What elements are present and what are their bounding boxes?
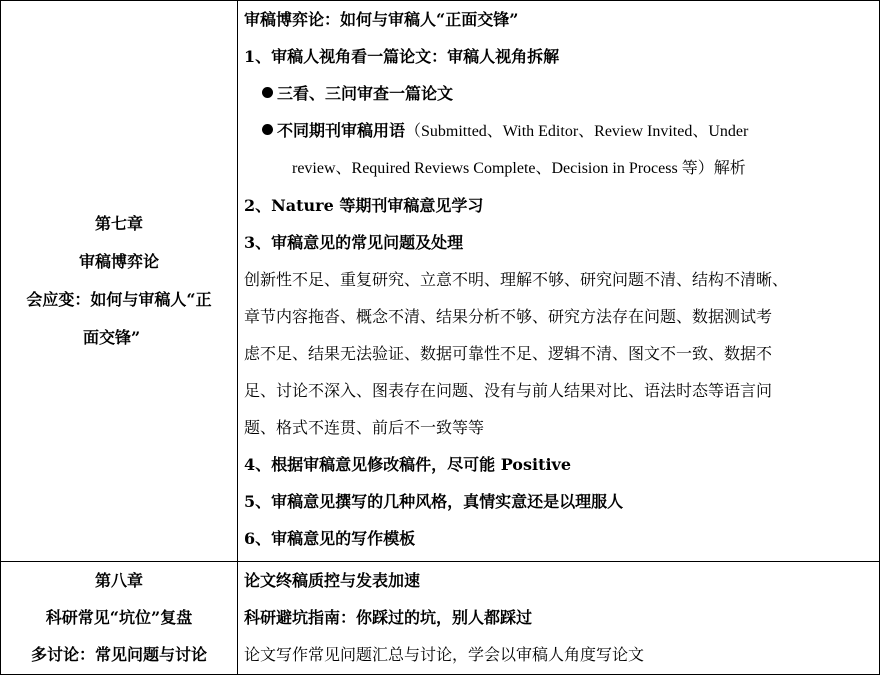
- chapter-7-item-3-line-1: 创新性不足、重复研究、立意不明、理解不够、研究问题不清、结构不清晰、: [244, 270, 789, 289]
- chapter-7-subtitle-line-2: 面交锋”: [83, 328, 141, 347]
- chapter-8-number: 第八章: [94, 571, 143, 590]
- chapter-7-bullet-1: [244, 75, 873, 112]
- chapter-7-name: 审稿博弈论: [78, 252, 159, 271]
- chapter-8-title-cell: [1, 562, 238, 675]
- chapter-7-subtitle-line-1: 会应变：如何与审稿人“正: [26, 290, 212, 309]
- chapter-7-number: 第七章: [94, 214, 143, 233]
- chapter-7-row: [1, 1, 880, 562]
- chapter-8-subheading: 科研避坑指南：你踩过的坑，别人都踩过: [244, 608, 533, 627]
- chapter-8-name: 科研常见“坑位”复盘: [45, 608, 193, 627]
- chapter-8-content-cell: [238, 562, 880, 675]
- chapter-7-item-3-line-4: 足、讨论不深入、图表存在问题、没有与前人结果对比、语法时态等语言问: [244, 381, 773, 400]
- chapter-7-bullet-1-text: 三看、三问审查一篇论文: [277, 84, 454, 103]
- chapter-7-item-3-line-5: 题、格式不连贯、前后不一致等等: [244, 418, 485, 437]
- chapter-7-item-3-line-2: 章节内容拖沓、概念不清、结果分析不够、研究方法存在问题、数据测试考: [244, 307, 773, 326]
- chapter-8-row: [1, 562, 880, 675]
- chapter-8-subtitle: 多讨论：常见问题与讨论: [30, 645, 207, 664]
- chapter-8-heading: 论文终稿质控与发表加速: [244, 571, 421, 590]
- chapter-7-item-5: 5、审稿意见撰写的几种风格，真情实意还是以理服人: [244, 492, 624, 511]
- chapter-7-bullet-2-paren: （Submitted、With Editor、Review Invited、Under: [405, 123, 749, 140]
- bullet-dot-icon: [262, 124, 273, 135]
- chapter-7-bullet-2-continued: review、Required Reviews Complete、Decision in Process 等）解析: [292, 160, 746, 177]
- chapter-7-bullet-2: [244, 112, 873, 150]
- bullet-dot-icon: [262, 87, 273, 98]
- chapter-7-item-2: 2、Nature 等期刊审稿意见学习: [244, 196, 484, 215]
- chapter-7-item-4: 4、根据审稿意见修改稿件，尽可能 Positive: [244, 455, 572, 474]
- chapter-7-content-cell: [238, 1, 880, 562]
- chapter-7-heading: 审稿博弈论：如何与审稿人“正面交锋”: [244, 10, 519, 29]
- chapter-8-body: 论文写作常见问题汇总与讨论，学会以审稿人角度写论文: [244, 645, 645, 664]
- chapter-7-item-6: 6、审稿意见的写作模板: [244, 529, 416, 548]
- chapter-7-title-cell: [1, 1, 238, 562]
- chapter-7-item-3-line-3: 虑不足、结果无法验证、数据可靠性不足、逻辑不清、图文不一致、数据不: [244, 344, 773, 363]
- chapter-7-item-3: 3、审稿意见的常见问题及处理: [244, 233, 464, 252]
- chapter-7-item-1: 1、审稿人视角看一篇论文：审稿人视角拆解: [244, 47, 560, 66]
- chapter-7-bullet-2-lead: 不同期刊审稿用语: [277, 121, 406, 140]
